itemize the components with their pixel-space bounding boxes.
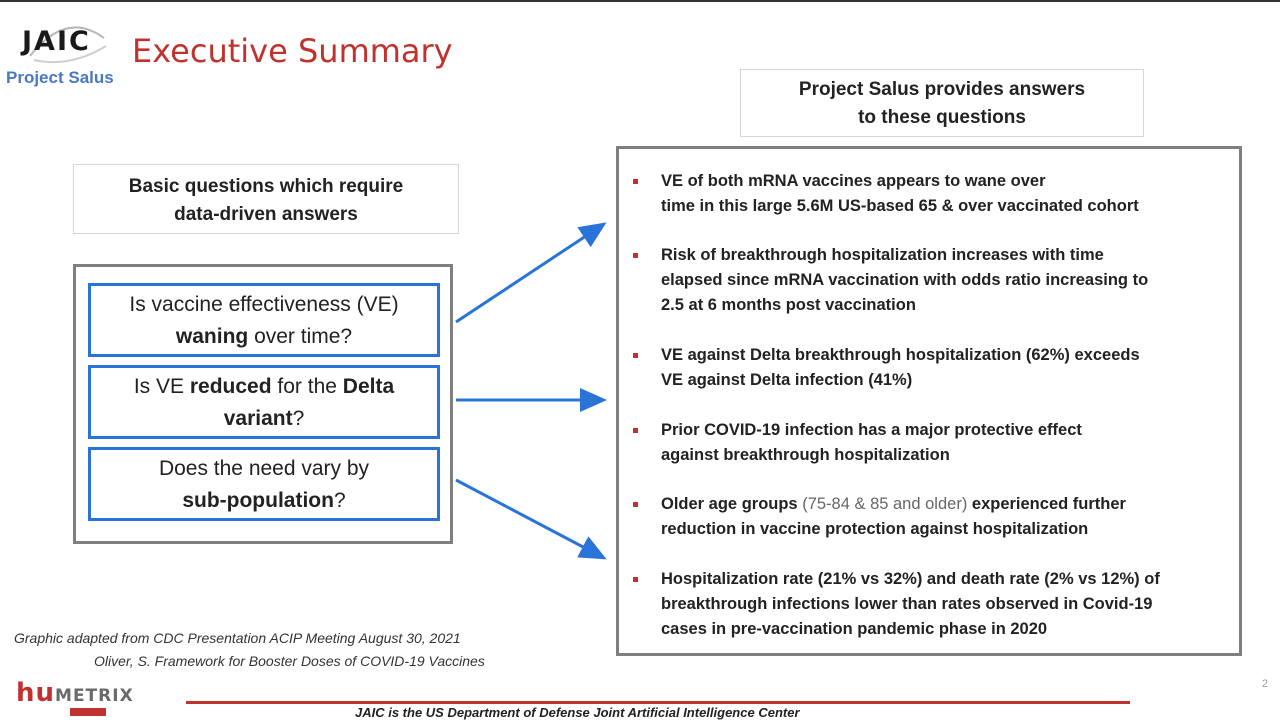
arrow-up (456, 224, 604, 322)
question-waning-line2: waning over time? (175, 325, 353, 348)
footer-divider (186, 701, 1130, 704)
answer-item-waning: VE of both mRNA vaccines appears to wane over time in this large 5.6M US-based 65 & over vaccinated cohort (633, 169, 1223, 219)
answer-item-hospitalization-rate: Hospitalization rate (21% vs 32%) and death rate (2% vs 12%) of breakthrough infections lower than rates observed in Covid-19 cases in pre-vaccination pandemic phase in 2020 (633, 567, 1223, 642)
questions-frame (73, 264, 453, 544)
right-heading-line2: to these questions (858, 107, 1026, 128)
age-range-text: (75-84 & 85 and older) (802, 495, 968, 513)
question-subpopulation-line2: sub-population? (182, 489, 346, 512)
right-heading-box (740, 69, 1144, 137)
left-heading-line1: Basic questions which require (128, 176, 404, 197)
project-salus-label: Project Salus (6, 68, 114, 87)
footnote-reference: Oliver, S. Framework for Booster Doses of COVID-19 Vaccines (94, 653, 485, 669)
left-heading-box (73, 164, 459, 234)
question-subpopulation (88, 447, 440, 521)
jaic-logo (6, 16, 122, 90)
left-heading-line2: data-driven answers (174, 204, 358, 225)
humetrix-logo: huMETRIX (16, 678, 134, 708)
bullet-icon (633, 179, 638, 184)
jaic-logo-text: JAIC (22, 26, 91, 57)
answer-item-prior-infection: Prior COVID-19 infection has a major protective effect against breakthrough hospitalization (633, 418, 1223, 468)
question-delta-line1: Is VE reduced for the Delta (133, 375, 395, 398)
bullet-icon (633, 577, 638, 582)
question-subpopulation-line1: Does the need vary by (158, 457, 370, 480)
bullet-icon (633, 428, 638, 433)
footer-accent-block (70, 708, 106, 716)
footnote-source: Graphic adapted from CDC Presentation ACIP Meeting August 30, 2021 (14, 630, 461, 646)
question-waning (88, 283, 440, 357)
answer-item-delta: VE against Delta breakthrough hospitalization (62%) exceeds VE against Delta infection (41%) (633, 343, 1223, 393)
bullet-icon (633, 253, 638, 258)
arrow-down (456, 480, 604, 558)
answer-item-older-age: Older age groups (75-84 & 85 and older) experienced further reduction in vaccine protection against hospitalization (633, 492, 1223, 542)
bullet-icon (633, 502, 638, 507)
answer-item-breakthrough-risk: Risk of breakthrough hospitalization increases with time elapsed since mRNA vaccination with odds ratio increasing to 2.5 at 6 months post vaccination (633, 243, 1223, 318)
question-waning-line1: Is vaccine effectiveness (VE) (129, 293, 399, 316)
page-title: Executive Summary (132, 32, 453, 70)
question-delta-line2: variant? (223, 407, 305, 430)
answers-box (616, 146, 1242, 656)
right-heading-line1: Project Salus provides answers (798, 79, 1086, 100)
question-delta (88, 365, 440, 439)
footer-caption: JAIC is the US Department of Defense Joint Artificial Intelligence Center (355, 705, 800, 720)
page-number: 2 (1261, 678, 1268, 690)
bullet-icon (633, 353, 638, 358)
